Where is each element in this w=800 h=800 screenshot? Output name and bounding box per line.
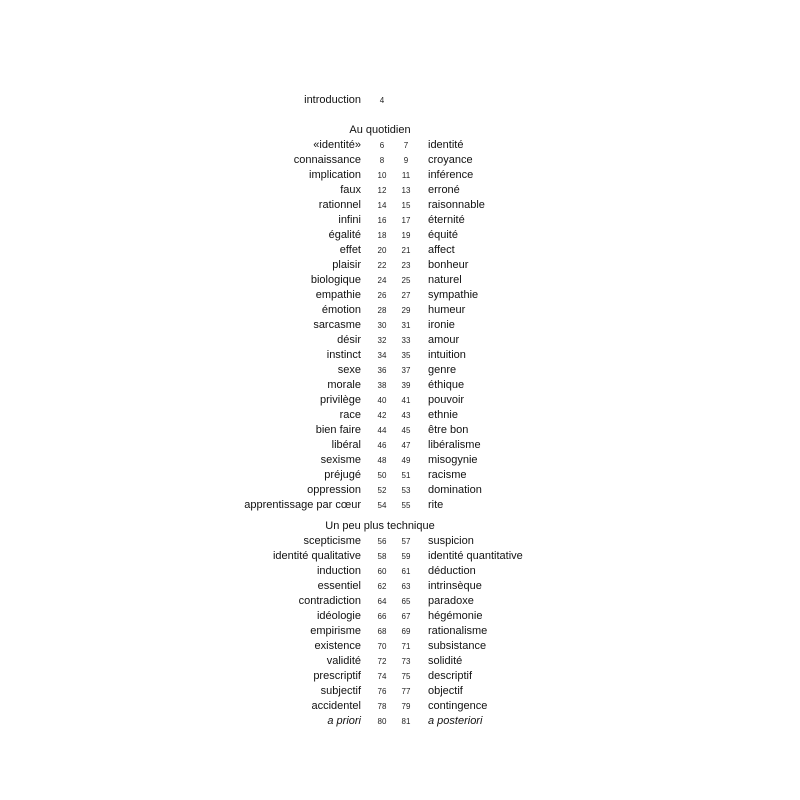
left-page-number: 32 — [377, 336, 387, 345]
right-page-number: 17 — [401, 216, 411, 225]
right-page-number: 37 — [401, 366, 411, 375]
toc-row[interactable] — [0, 549, 800, 564]
right-term: équité — [428, 229, 458, 241]
left-term: oppression — [307, 484, 361, 496]
right-term: éthique — [428, 379, 465, 391]
toc-row[interactable] — [0, 654, 800, 669]
toc-row[interactable] — [0, 684, 800, 699]
toc-row[interactable] — [0, 378, 800, 393]
left-term: essentiel — [317, 580, 361, 592]
right-page-number: 25 — [401, 276, 411, 285]
toc-row[interactable] — [0, 498, 800, 513]
right-page-number: 31 — [401, 321, 411, 330]
left-page-number: 48 — [377, 456, 387, 465]
right-term: déduction — [428, 565, 476, 577]
left-term: faux — [340, 184, 361, 196]
left-term: morale — [327, 379, 361, 391]
right-term: contingence — [428, 700, 488, 712]
right-term: amour — [428, 334, 460, 346]
right-page-number: 39 — [401, 381, 411, 390]
left-term: bien faire — [315, 424, 361, 436]
toc-row[interactable] — [0, 393, 800, 408]
left-page-number: 8 — [379, 156, 385, 165]
left-term: égalité — [328, 229, 361, 241]
left-page-number: 18 — [377, 231, 387, 240]
right-page-number: 13 — [401, 186, 411, 195]
left-page-number: 38 — [377, 381, 387, 390]
toc-row[interactable] — [0, 639, 800, 654]
left-term: subjectif — [320, 685, 361, 697]
right-page-number: 51 — [401, 471, 411, 480]
left-page-number: 66 — [377, 612, 387, 621]
right-page-number: 67 — [401, 612, 411, 621]
toc-row[interactable] — [0, 348, 800, 363]
right-term: rationalisme — [428, 625, 488, 637]
right-page-number: 77 — [401, 687, 411, 696]
section-title — [0, 519, 800, 534]
right-term: éternité — [428, 214, 465, 226]
left-term: privilège — [320, 394, 361, 406]
left-page-number: 6 — [379, 141, 385, 150]
left-page-number: 78 — [377, 702, 387, 711]
right-term: affect — [428, 244, 455, 256]
left-term: émotion — [321, 304, 361, 316]
right-term: objectif — [428, 685, 463, 697]
right-term: sympathie — [428, 289, 479, 301]
toc-row[interactable] — [0, 408, 800, 423]
left-page-number: 74 — [377, 672, 387, 681]
toc-row[interactable] — [0, 303, 800, 318]
right-page-number: 73 — [401, 657, 411, 666]
left-page-number: 10 — [377, 171, 387, 180]
toc-row[interactable] — [0, 423, 800, 438]
right-page-number: 63 — [401, 582, 411, 591]
toc-row[interactable] — [0, 153, 800, 168]
left-page-number: 52 — [377, 486, 387, 495]
right-page-number: 75 — [401, 672, 411, 681]
right-page-number: 7 — [403, 141, 409, 150]
right-page-number: 41 — [401, 396, 411, 405]
left-term: induction — [316, 565, 361, 577]
left-page-number: 58 — [377, 552, 387, 561]
left-term: race — [339, 409, 361, 421]
right-term: intrinsèque — [428, 580, 482, 592]
toc-row[interactable] — [0, 534, 800, 549]
right-term: naturel — [428, 274, 462, 286]
toc-row[interactable] — [0, 579, 800, 594]
left-page-number: 22 — [377, 261, 387, 270]
left-page-number: 20 — [377, 246, 387, 255]
right-page-number: 47 — [401, 441, 411, 450]
left-term: rationnel — [318, 199, 361, 211]
left-page-number: 28 — [377, 306, 387, 315]
right-page-number: 29 — [401, 306, 411, 315]
right-term: suspicion — [428, 535, 474, 547]
toc-row[interactable] — [0, 288, 800, 303]
left-term: empathie — [315, 289, 361, 301]
right-term: erroné — [428, 184, 460, 196]
toc-row[interactable] — [0, 714, 800, 729]
section-title-text: Un peu plus technique — [325, 520, 435, 532]
section-title-text: Au quotidien — [349, 124, 411, 136]
left-page-number: 56 — [377, 537, 387, 546]
left-term: implication — [309, 169, 361, 181]
section-title — [0, 123, 800, 138]
right-page-number: 43 — [401, 411, 411, 420]
left-page-number: 70 — [377, 642, 387, 651]
left-page-number: 34 — [377, 351, 387, 360]
left-page-number: 54 — [377, 501, 387, 510]
left-term: désir — [337, 334, 361, 346]
left-term: sarcasme — [313, 319, 361, 331]
toc-row[interactable] — [0, 624, 800, 639]
right-term: descriptif — [428, 670, 473, 682]
left-term: effet — [339, 244, 361, 256]
left-page-number: 26 — [377, 291, 387, 300]
introduction-entry[interactable] — [0, 93, 800, 109]
left-page-number: 50 — [377, 471, 387, 480]
left-term: scepticisme — [303, 535, 361, 547]
right-page-number: 11 — [401, 171, 411, 180]
table-of-contents — [0, 93, 800, 729]
left-term: identité qualitative — [272, 550, 361, 562]
toc-row[interactable] — [0, 453, 800, 468]
right-term: domination — [428, 484, 482, 496]
toc-row[interactable] — [0, 699, 800, 714]
right-term: pouvoir — [428, 394, 465, 406]
right-page-number: 71 — [401, 642, 411, 651]
right-page-number: 33 — [401, 336, 411, 345]
toc-row[interactable] — [0, 438, 800, 453]
left-page-number: 40 — [377, 396, 387, 405]
right-term: identité quantitative — [428, 550, 523, 562]
left-page-number: 72 — [377, 657, 387, 666]
right-term: ironie — [428, 319, 455, 331]
toc-row[interactable] — [0, 213, 800, 228]
right-page-number: 53 — [401, 486, 411, 495]
right-term: croyance — [428, 154, 473, 166]
introduction-label: introduction — [304, 94, 361, 106]
left-term: idéologie — [316, 610, 361, 622]
right-page-number: 21 — [401, 246, 411, 255]
left-term: connaissance — [293, 154, 361, 166]
right-term: rite — [428, 499, 444, 511]
right-page-number: 45 — [401, 426, 411, 435]
right-page-number: 23 — [401, 261, 411, 270]
toc-row[interactable] — [0, 243, 800, 258]
toc-row[interactable] — [0, 594, 800, 609]
right-page-number: 65 — [401, 597, 411, 606]
left-term: a priori — [327, 715, 361, 727]
right-term: misogynie — [428, 454, 478, 466]
right-page-number: 69 — [401, 627, 411, 636]
toc-row[interactable] — [0, 363, 800, 378]
left-page-number: 12 — [377, 186, 387, 195]
right-term: être bon — [428, 424, 469, 436]
left-term: empirisme — [310, 625, 361, 637]
toc-row[interactable] — [0, 168, 800, 183]
right-term: solidité — [428, 655, 463, 667]
left-term: contradiction — [298, 595, 361, 607]
right-page-number: 79 — [401, 702, 411, 711]
right-page-number: 55 — [401, 501, 411, 510]
right-term: racisme — [428, 469, 467, 481]
right-term: hégémonie — [428, 610, 483, 622]
right-page-number: 59 — [401, 552, 411, 561]
introduction-page: 4 — [379, 96, 385, 105]
left-page-number: 64 — [377, 597, 387, 606]
left-page-number: 62 — [377, 582, 387, 591]
left-term: validité — [326, 655, 361, 667]
toc-row[interactable] — [0, 138, 800, 153]
left-page-number: 42 — [377, 411, 387, 420]
right-term: intuition — [428, 349, 466, 361]
left-page-number: 30 — [377, 321, 387, 330]
left-term: biologique — [310, 274, 361, 286]
left-term: instinct — [326, 349, 361, 361]
left-page-number: 36 — [377, 366, 387, 375]
left-page-number: 16 — [377, 216, 387, 225]
left-term: apprentissage par cœur — [244, 499, 361, 511]
toc-row[interactable] — [0, 333, 800, 348]
left-term: accidentel — [311, 700, 361, 712]
left-term: infini — [338, 214, 361, 226]
right-term: humeur — [428, 304, 466, 316]
toc-row[interactable] — [0, 468, 800, 483]
right-term: subsistance — [428, 640, 487, 652]
toc-row[interactable] — [0, 273, 800, 288]
right-page-number: 57 — [401, 537, 411, 546]
right-term: identité — [428, 139, 464, 151]
right-page-number: 19 — [401, 231, 411, 240]
left-term: sexe — [337, 364, 361, 376]
right-term: genre — [428, 364, 457, 376]
right-term: a posteriori — [428, 715, 483, 727]
right-term: paradoxe — [428, 595, 474, 607]
left-term: existence — [314, 640, 361, 652]
toc-row[interactable] — [0, 564, 800, 579]
toc-row[interactable] — [0, 318, 800, 333]
right-page-number: 81 — [401, 717, 411, 726]
left-page-number: 60 — [377, 567, 387, 576]
left-page-number: 68 — [377, 627, 387, 636]
right-term: raisonnable — [428, 199, 485, 211]
left-term: plaisir — [332, 259, 361, 271]
right-term: ethnie — [428, 409, 458, 421]
right-page-number: 35 — [401, 351, 411, 360]
sections — [0, 123, 800, 729]
right-term: inférence — [428, 169, 474, 181]
toc-row[interactable] — [0, 183, 800, 198]
right-page-number: 15 — [401, 201, 411, 210]
left-page-number: 24 — [377, 276, 387, 285]
toc-row[interactable] — [0, 258, 800, 273]
left-page-number: 14 — [377, 201, 387, 210]
right-page-number: 27 — [401, 291, 411, 300]
left-term: libéral — [331, 439, 361, 451]
left-term: «identité» — [313, 139, 361, 151]
right-term: libéralisme — [428, 439, 481, 451]
toc-row[interactable] — [0, 669, 800, 684]
left-page-number: 76 — [377, 687, 387, 696]
left-page-number: 44 — [377, 426, 387, 435]
left-term: sexisme — [320, 454, 361, 466]
left-page-number: 46 — [377, 441, 387, 450]
left-term: prescriptif — [313, 670, 361, 682]
right-term: bonheur — [428, 259, 469, 271]
toc-row[interactable] — [0, 609, 800, 624]
left-term: préjugé — [324, 469, 361, 481]
right-page-number: 9 — [403, 156, 409, 165]
toc-row[interactable] — [0, 483, 800, 498]
left-page-number: 80 — [377, 717, 387, 726]
toc-row[interactable] — [0, 198, 800, 213]
right-page-number: 61 — [401, 567, 411, 576]
right-page-number: 49 — [401, 456, 411, 465]
toc-row[interactable] — [0, 228, 800, 243]
